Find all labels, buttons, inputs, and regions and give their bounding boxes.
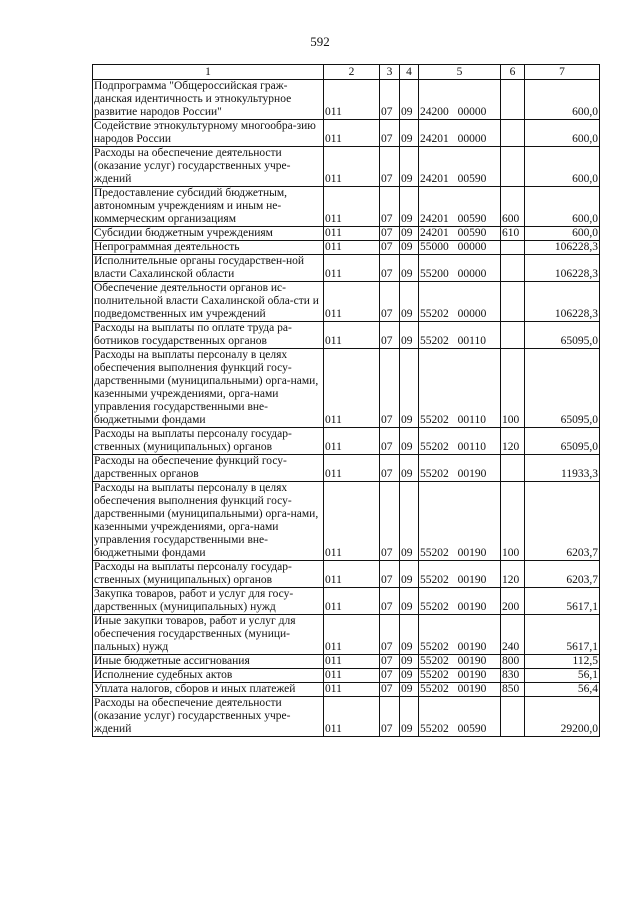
cell-target-code: 55202 00190	[419, 615, 501, 655]
cell-expense-type	[501, 241, 525, 255]
cell-expense-type: 100	[501, 349, 525, 428]
cell-section: 07	[380, 561, 400, 588]
cell-section: 07	[380, 120, 400, 147]
cell-target-code: 55202 00110	[419, 322, 501, 349]
cell-target-code: 55202 00590	[419, 697, 501, 737]
table-row	[93, 482, 600, 561]
cell-subsection: 09	[400, 588, 419, 615]
cell-subsection: 09	[400, 697, 419, 737]
cell-target-code: 55202 00190	[419, 588, 501, 615]
cell-ved: 011	[324, 227, 380, 241]
cell-expense-type: 850	[501, 683, 525, 697]
cell-subsection: 09	[400, 428, 419, 455]
table-row	[93, 80, 600, 120]
cell-amount: 56,1	[525, 669, 600, 683]
cell-name: Расходы на выплаты персоналу в целях обеспечения выполнения функций госу-дарственными (муниципальными) орга-нами, казенными учреждениями, орга-нами управления государственными вне-бюджетными фондами	[93, 482, 324, 561]
cell-ved: 011	[324, 428, 380, 455]
cell-expense-type	[501, 147, 525, 187]
table-row	[93, 588, 600, 615]
cell-section: 07	[380, 669, 400, 683]
table-row	[93, 561, 600, 588]
cell-amount: 106228,3	[525, 255, 600, 282]
cell-subsection: 09	[400, 120, 419, 147]
cell-amount: 5617,1	[525, 588, 600, 615]
header-cell: 2	[324, 65, 380, 80]
cell-subsection: 09	[400, 669, 419, 683]
cell-expense-type	[501, 322, 525, 349]
header-cell: 5	[419, 65, 501, 80]
table-row	[93, 697, 600, 737]
cell-expense-type: 100	[501, 482, 525, 561]
cell-target-code: 24201 00590	[419, 147, 501, 187]
cell-subsection: 09	[400, 227, 419, 241]
cell-amount: 112,5	[525, 655, 600, 669]
cell-ved: 011	[324, 697, 380, 737]
table-row	[93, 683, 600, 697]
cell-ved: 011	[324, 655, 380, 669]
cell-ved: 011	[324, 80, 380, 120]
cell-expense-type: 610	[501, 227, 525, 241]
cell-section: 07	[380, 282, 400, 322]
cell-amount: 600,0	[525, 147, 600, 187]
cell-target-code: 55202 00190	[419, 683, 501, 697]
cell-target-code: 55200 00000	[419, 255, 501, 282]
cell-target-code: 24201 00590	[419, 227, 501, 241]
cell-name: Расходы на выплаты персоналу государ-ственных (муниципальных) органов	[93, 561, 324, 588]
cell-amount: 65095,0	[525, 428, 600, 455]
cell-expense-type: 200	[501, 588, 525, 615]
cell-expense-type: 800	[501, 655, 525, 669]
table-row	[93, 655, 600, 669]
header-cell: 1	[93, 65, 324, 80]
cell-name: Уплата налогов, сборов и иных платежей	[93, 683, 324, 697]
cell-ved: 011	[324, 322, 380, 349]
cell-name: Иные бюджетные ассигнования	[93, 655, 324, 669]
cell-target-code: 24200 00000	[419, 80, 501, 120]
table-row	[93, 187, 600, 227]
table-row	[93, 241, 600, 255]
table-row	[93, 428, 600, 455]
cell-ved: 011	[324, 349, 380, 428]
header-cell: 3	[380, 65, 400, 80]
cell-section: 07	[380, 697, 400, 737]
table-row	[93, 227, 600, 241]
cell-name: Обеспечение деятельности органов ис-полнительной власти Сахалинской обла-сти и подведомственных им учреждений	[93, 282, 324, 322]
cell-subsection: 09	[400, 349, 419, 428]
cell-amount: 600,0	[525, 227, 600, 241]
cell-subsection: 09	[400, 322, 419, 349]
cell-section: 07	[380, 655, 400, 669]
cell-target-code: 55202 00190	[419, 455, 501, 482]
cell-name: Исполнительные органы государствен-ной власти Сахалинской области	[93, 255, 324, 282]
cell-amount: 106228,3	[525, 241, 600, 255]
cell-name: Расходы на выплаты персоналу в целях обеспечения выполнения функций госу-дарственными (муниципальными) орга-нами, казенными учреждениями, орга-нами управления государственными вне-бюджетными фондами	[93, 349, 324, 428]
cell-ved: 011	[324, 683, 380, 697]
cell-section: 07	[380, 241, 400, 255]
cell-name: Непрограммная деятельность	[93, 241, 324, 255]
cell-ved: 011	[324, 241, 380, 255]
cell-amount: 11933,3	[525, 455, 600, 482]
cell-amount: 106228,3	[525, 282, 600, 322]
cell-subsection: 09	[400, 241, 419, 255]
cell-section: 07	[380, 482, 400, 561]
cell-subsection: 09	[400, 683, 419, 697]
cell-expense-type: 830	[501, 669, 525, 683]
cell-name: Иные закупки товаров, работ и услуг для обеспечения государственных (муници-пальных) нужд	[93, 615, 324, 655]
cell-ved: 011	[324, 588, 380, 615]
cell-subsection: 09	[400, 561, 419, 588]
table-row	[93, 282, 600, 322]
cell-subsection: 09	[400, 615, 419, 655]
cell-expense-type	[501, 697, 525, 737]
cell-amount: 56,4	[525, 683, 600, 697]
cell-expense-type	[501, 455, 525, 482]
cell-amount: 6203,7	[525, 482, 600, 561]
cell-section: 07	[380, 227, 400, 241]
cell-name: Подпрограмма "Общероссийская граж-данская идентичность и этнокультурное развитие народов России"	[93, 80, 324, 120]
cell-section: 07	[380, 455, 400, 482]
cell-expense-type: 120	[501, 561, 525, 588]
cell-amount: 29200,0	[525, 697, 600, 737]
cell-target-code: 55202 00190	[419, 655, 501, 669]
cell-ved: 011	[324, 255, 380, 282]
cell-name: Расходы на выплаты по оплате труда ра-ботников государственных органов	[93, 322, 324, 349]
table-row	[93, 615, 600, 655]
cell-ved: 011	[324, 120, 380, 147]
cell-ved: 011	[324, 147, 380, 187]
cell-expense-type: 240	[501, 615, 525, 655]
cell-section: 07	[380, 683, 400, 697]
cell-section: 07	[380, 588, 400, 615]
cell-ved: 011	[324, 561, 380, 588]
cell-target-code: 55202 00190	[419, 669, 501, 683]
table-row	[93, 120, 600, 147]
cell-section: 07	[380, 147, 400, 187]
cell-amount: 5617,1	[525, 615, 600, 655]
cell-subsection: 09	[400, 187, 419, 227]
table-row	[93, 455, 600, 482]
table-row	[93, 147, 600, 187]
cell-section: 07	[380, 615, 400, 655]
header-cell: 7	[525, 65, 600, 80]
cell-section: 07	[380, 255, 400, 282]
cell-subsection: 09	[400, 482, 419, 561]
cell-ved: 011	[324, 455, 380, 482]
cell-name: Субсидии бюджетным учреждениям	[93, 227, 324, 241]
cell-subsection: 09	[400, 282, 419, 322]
table-row	[93, 669, 600, 683]
cell-expense-type	[501, 255, 525, 282]
cell-subsection: 09	[400, 655, 419, 669]
page-number: 592	[310, 34, 330, 49]
cell-target-code: 55000 00000	[419, 241, 501, 255]
cell-target-code: 55202 00190	[419, 482, 501, 561]
cell-amount: 600,0	[525, 80, 600, 120]
cell-section: 07	[380, 80, 400, 120]
cell-target-code: 55202 00110	[419, 428, 501, 455]
cell-target-code: 24201 00000	[419, 120, 501, 147]
cell-amount: 600,0	[525, 187, 600, 227]
cell-name: Исполнение судебных актов	[93, 669, 324, 683]
cell-subsection: 09	[400, 455, 419, 482]
cell-ved: 011	[324, 482, 380, 561]
cell-expense-type: 120	[501, 428, 525, 455]
table-row	[93, 322, 600, 349]
cell-expense-type: 600	[501, 187, 525, 227]
cell-section: 07	[380, 428, 400, 455]
cell-amount: 600,0	[525, 120, 600, 147]
cell-target-code: 55202 00110	[419, 349, 501, 428]
cell-ved: 011	[324, 187, 380, 227]
cell-subsection: 09	[400, 80, 419, 120]
cell-name: Содействие этнокультурному многообра-зию народов России	[93, 120, 324, 147]
cell-section: 07	[380, 187, 400, 227]
cell-name: Расходы на обеспечение деятельности (оказание услуг) государственных учре-ждений	[93, 147, 324, 187]
cell-name: Расходы на обеспечение функций госу-дарственных органов	[93, 455, 324, 482]
cell-ved: 011	[324, 282, 380, 322]
header-cell: 6	[501, 65, 525, 80]
cell-amount: 65095,0	[525, 349, 600, 428]
cell-subsection: 09	[400, 147, 419, 187]
header-cell: 4	[400, 65, 419, 80]
cell-expense-type	[501, 282, 525, 322]
cell-amount: 6203,7	[525, 561, 600, 588]
cell-ved: 011	[324, 669, 380, 683]
cell-name: Закупка товаров, работ и услуг для госу-дарственных (муниципальных) нужд	[93, 588, 324, 615]
cell-expense-type	[501, 120, 525, 147]
cell-expense-type	[501, 80, 525, 120]
cell-ved: 011	[324, 615, 380, 655]
cell-name: Предоставление субсидий бюджетным, автономным учреждениям и иным не-коммерческим организациям	[93, 187, 324, 227]
cell-name: Расходы на выплаты персоналу государ-ственных (муниципальных) органов	[93, 428, 324, 455]
cell-section: 07	[380, 349, 400, 428]
table-row	[93, 349, 600, 428]
cell-section: 07	[380, 322, 400, 349]
cell-target-code: 55202 00000	[419, 282, 501, 322]
cell-amount: 65095,0	[525, 322, 600, 349]
cell-name: Расходы на обеспечение деятельности (оказание услуг) государственных учре-ждений	[93, 697, 324, 737]
table-row	[93, 255, 600, 282]
cell-target-code: 55202 00190	[419, 561, 501, 588]
header-row	[93, 65, 600, 80]
cell-subsection: 09	[400, 255, 419, 282]
budget-table	[92, 64, 600, 737]
cell-target-code: 24201 00590	[419, 187, 501, 227]
